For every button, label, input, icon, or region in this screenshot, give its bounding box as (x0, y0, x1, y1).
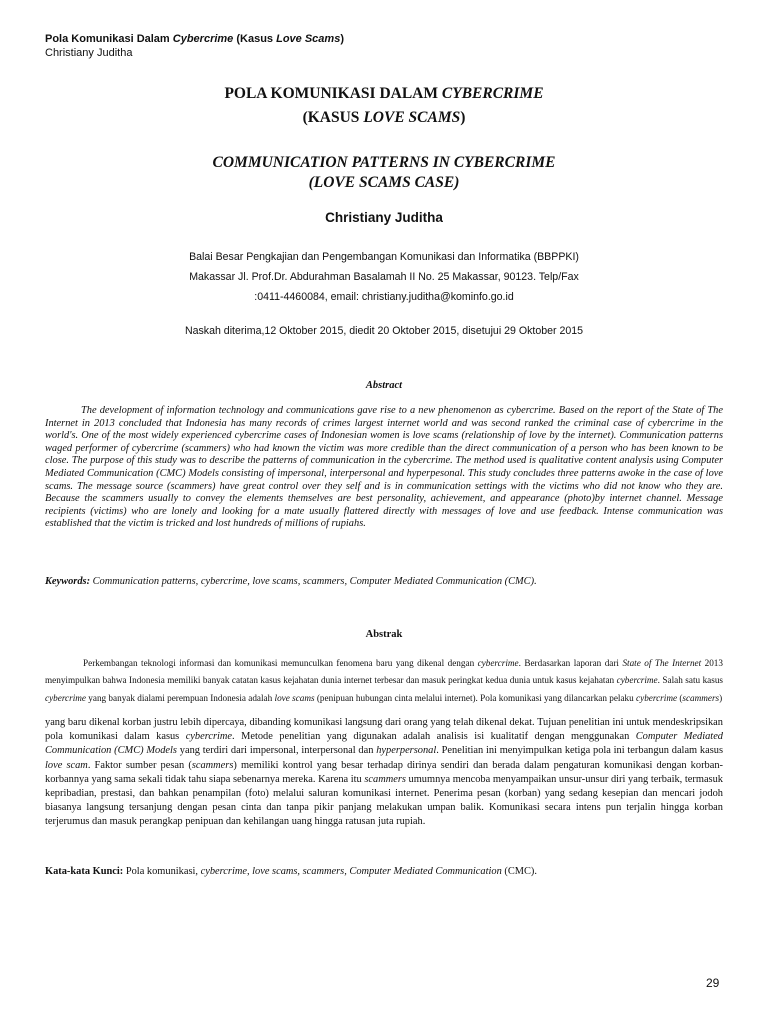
affiliation: Balai Besar Pengkajian dan Pengembangan Komunikasi dan Informatika (BBPPKI) Makassar Jl. Prof.Dr. Abdurahman Basalamah II No. 25 Makassar, 90123. Telp/Fax :0411-4460084, email: christiany.juditha@kominfo.go.id (189, 251, 579, 303)
submission-dates: Naskah diterima,12 Oktober 2015, diedit 20 Oktober 2015, disetujui 29 Oktober 2015 (184, 325, 584, 337)
page-number: 29 (706, 976, 720, 990)
running-head (45, 32, 344, 60)
kata-kata-kunci: Kata-kata Kunci: Pola komunikasi, cybercrime, love scams, scammers, Computer Mediated Communication (CMC). (45, 866, 537, 877)
running-head-title: Pola Komunikasi Dalam Cybercrime (Kasus Love Scams) (45, 33, 344, 45)
keywords: Keywords: Communication patterns, cybercrime, love scams, scammers, Computer Mediated Communication (CMC). (45, 576, 537, 587)
abstract-body: The development of information technology and communications gave rise to a new phenomenon as cybercrime. Based on the report of the State of The Internet in 2013 concluded that Indonesia has many records of crimes largest internet world and was second ranked the criminal case of cybercrime in the world's. One of the most widely experienced cybercrime cases of Indonesian women is love scams (relationship of love by the internet). Communication patterns waged performer of cybercrime (scammers) who had known the victim was more credible than the direct communication of a person who has been known to be close. The purpose of this study was to describe the patterns of communication in the cybercrime. The method used is qualitative content analysis using Computer Mediated Communication (CMC) Models consisting of impersonal, interpersonal and hyperpesonal. This study concludes three patterns awoke in the case of love scams. The message source (scammers) have great control over they self and is in communication settings with the victims who did not know who they are. Because the scammers usually to convey the elements themselves are best personality, achievement, and appearance (photo)by internet channel. Message recipients (victims) who are lonely and looking for a mate usually flattered directly with messages of love and use feedback. Intense communication was established that the victim is tricked and lost hundreds of millions of rupiahs. (45, 405, 723, 530)
abstrak-body-part2: yang baru dikenal korban justru lebih dipercaya, dibanding komunikasi langsung dari orang yang telah dikenal dekat. Tujuan penelitian ini untuk mendeskripsikan pola komunikasi dalam kasus cybercrime. Metode penelitian yang digunakan adalah analisis isi kualitatif dengan menggunakan Computer Mediated Communication (CMC) Models yang terdiri dari impersonal, interpersonal dan hyperpersonal. Penelitian ini menyimpulkan ketiga pola ini terbangun dalam kasus love scam. Faktor sumber pesan (scammers) memiliki kontrol yang besar terhadap dirinya sendiri dan berada dalam pengaturan komunikasi dengan korban-korbannya yang sama sekali tidak tahu siapa sebenarnya mereka. Karena itu scammers umumnya mencoba menyampaikan unsur-unsur diri yang terbaik, termasuk kepribadian, prestasi, dan bahkan penampilan (foto) melalui saluran komunikasi internet. Penerima pesan (korban) yang sedang kesepian dan mencari jodoh biasanya langsung tersanjung dengan pesan cinta dan tanpa pikir panjang melakukan umpan balik. Komunikasi secara intens pun terjalin hingga korban terjerumus dan masuk perangkap penipuan dan kehilangan uang hingga ratusan juta rupiah. (45, 717, 724, 828)
running-head-author: Christiany Juditha (45, 47, 133, 59)
paper-title-indonesian: POLA KOMUNIKASI DALAM CYBERCRIME (KASUS LOVE SCAMS) (224, 85, 544, 126)
paper-title-english: COMMUNICATION PATTERNS IN CYBERCRIME (LOVE SCAMS CASE) (212, 154, 556, 191)
abstrak-body-part1: Perkembangan teknologi informasi dan komunikasi memunculkan fenomena baru yang dikenal dengan cybercrime. Berdasarkan laporan dari State of The Internet 2013 menyimpulkan bahwa Indonesia memiliki banyak catatan kasus kejahatan dunia internet terbesar dan masuk peringkat kedua dunia untuk kasus kejahatan cybercrime. Salah satu kasus cybercrime yang banyak dialami perempuan Indonesia adalah love scams (penipuan hubungan cinta melalui internet). Pola komunikasi yang dilancarkan pelaku cybercrime (scammers) (45, 658, 723, 703)
abstrak-heading: Abstrak (365, 629, 403, 640)
author-name: Christiany Juditha (325, 210, 443, 225)
abstract-heading: Abstract (365, 380, 403, 391)
